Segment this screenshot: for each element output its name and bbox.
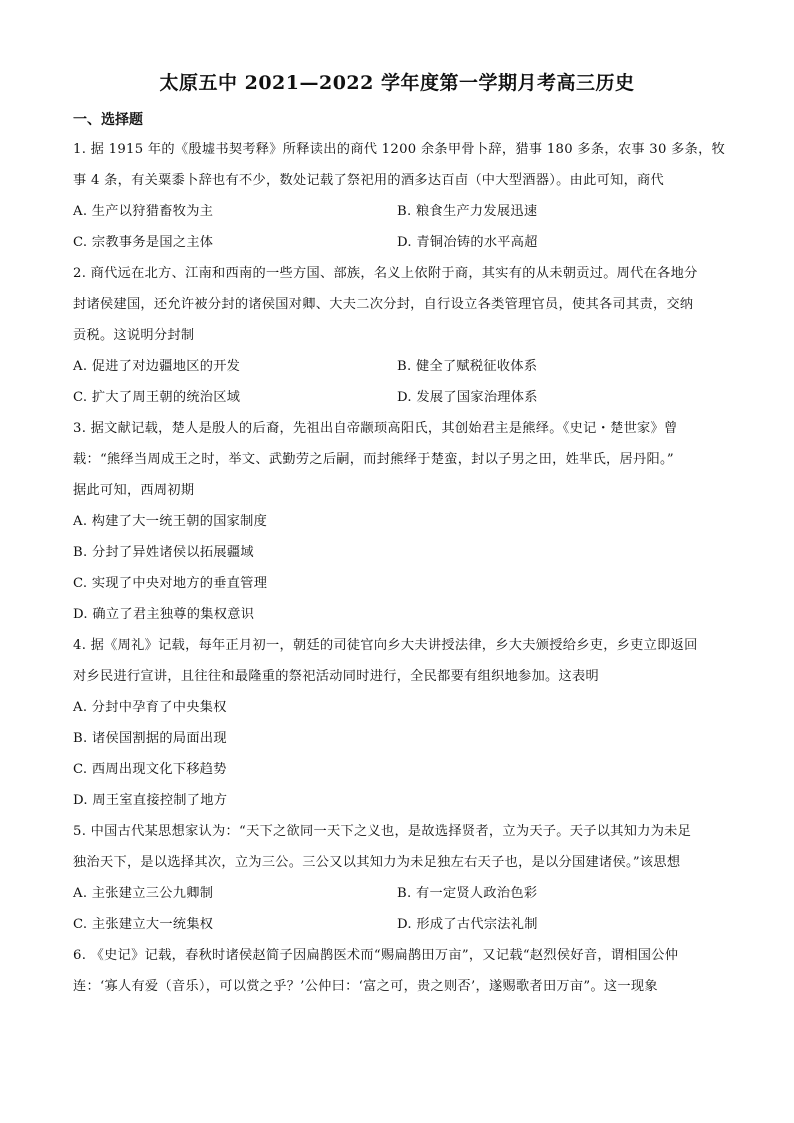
q3-option-d: D. 确立了君主独尊的集权意识: [73, 607, 255, 622]
q1-option-b: B. 粮食生产力发展迅速: [397, 204, 538, 219]
q5-option-b: B. 有一定贤人政治色彩: [397, 886, 538, 901]
q5-stem-line-2: 独治天下，是以选择其次，立为三公。三公又以其知力为未足独左右天子也，是以分国建诸侯。”该思想: [73, 855, 681, 870]
q4-option-c: C. 西周出现文化下移趋势: [73, 762, 227, 777]
q2-stem-line-3: 贡税。这说明分封制: [73, 328, 195, 343]
q1-option-c: C. 宗教事务是国之主体: [73, 235, 214, 250]
q3-option-b: B. 分封了异姓诸侯以拓展疆域: [73, 545, 254, 560]
section-heading: 一、选择题: [73, 112, 143, 128]
q2-stem-line-2: 封诸侯建国，还允许被分封的诸侯国对卿、大夫二次分封，自行设立各类管理官员，使其各司其责，交纳: [73, 297, 694, 312]
q3-option-a: A. 构建了大一统王朝的国家制度: [73, 514, 268, 529]
q2-option-b: B. 健全了赋税征收体系: [397, 359, 538, 374]
q6-stem-line-2: 连：‘寡人有爱（音乐），可以赏之乎？’公仲曰：‘富之可，贵之则否’，遂赐歌者田万亩”。这一现象: [73, 979, 658, 994]
q6-stem-line-1: 6. 《史记》记载，春秋时诸侯赵简子因扁鹊医术而“赐扁鹊田万亩”，又记载“赵烈侯好音，谓相国公仲: [73, 948, 679, 963]
q3-stem-line-1: 3. 据文献记载，楚人是殷人的后裔，先祖出自帝颛顼高阳氏，其创始君主是熊绎。《史记・楚世家》曾: [73, 421, 678, 436]
q3-stem-line-3: 据此可知，西周初期: [73, 483, 195, 498]
q1-stem-line-2: 事 4 条，有关粟黍卜辞也有不少，数处记载了祭祀用的酒多达百卣（中大型酒器）。由此可知，商代: [73, 173, 665, 188]
q5-option-c: C. 主张建立大一统集权: [73, 917, 214, 932]
q5-stem-line-1: 5. 中国古代某思想家认为：“天下之欲同一天下之义也，是故选择贤者，立为天子。天子以其知力为未足: [73, 824, 692, 839]
q4-option-b: B. 诸侯国割据的局面出现: [73, 731, 227, 746]
q2-option-c: C. 扩大了周王朝的统治区域: [73, 390, 241, 405]
q1-stem-line-1: 1. 据 1915 年的《殷墟书契考释》所释读出的商代 1200 余条甲骨卜辞，猎事 180 多条，农事 30 多条，牧: [73, 142, 726, 157]
q4-stem-line-1: 4. 据《周礼》记载，每年正月初一，朝廷的司徒官向乡大夫讲授法律，乡大夫颁授给乡吏，乡吏立即返回: [73, 638, 698, 653]
q2-option-a: A. 促进了对边疆地区的开发: [73, 359, 241, 374]
q4-stem-line-2: 对乡民进行宣讲，且往往和最隆重的祭祀活动同时进行，全民都要有组织地参加。这表明: [73, 669, 600, 684]
q3-option-c: C. 实现了中央对地方的垂直管理: [73, 576, 268, 591]
q4-option-d: D. 周王室直接控制了地方: [73, 793, 228, 808]
q1-option-d: D. 青铜冶铸的水平高超: [397, 235, 538, 250]
q1-option-a: A. 生产以狩猎畜牧为主: [73, 204, 214, 219]
q3-stem-line-2: 载：“熊绎当周成王之时，举文、武勤劳之后嗣，而封熊绎于楚蛮，封以子男之田，姓芈氏，居丹阳。”: [73, 452, 674, 467]
q4-option-a: A. 分封中孕育了中央集权: [73, 700, 227, 715]
page-title: 太原五中 2021—2022 学年度第一学期月考高三历史: [159, 72, 635, 94]
q5-option-d: D. 形成了古代宗法礼制: [397, 917, 538, 932]
q2-stem-line-1: 2. 商代远在北方、江南和西南的一些方国、部族，名义上依附于商，其实有的从未朝贡过。周代在各地分: [73, 266, 698, 281]
q2-option-d: D. 发展了国家治理体系: [397, 390, 538, 405]
q5-option-a: A. 主张建立三公九卿制: [73, 886, 214, 901]
